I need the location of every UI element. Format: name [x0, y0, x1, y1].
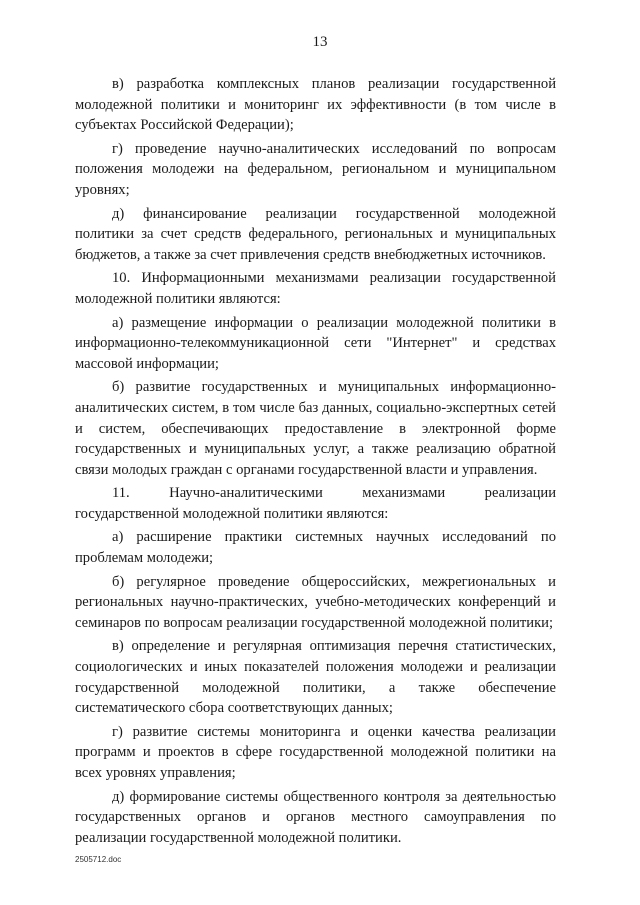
- paragraph: в) разработка комплексных планов реализации государственной молодежной политики и мониторинг их эффективности (в том числе в субъектах Российской Федерации);: [75, 76, 556, 134]
- paragraph: г) развитие системы мониторинга и оценки качества реализации программ и проектов в сфере государственной молодежной политики на всех уровнях управления;: [75, 723, 556, 781]
- paragraph: д) формирование системы общественного контроля за деятельностью государственных органов и органов местного самоуправления по реализации государственной молодежной политики.: [75, 788, 556, 846]
- page-number: 13: [312, 34, 328, 50]
- paragraph: в) определение и регулярная оптимизация перечня статистических, социологических и иных показателей положения молодежи и реализации государственной молодежной политики, а также обеспечение систематического сбора соответствующих данных;: [75, 638, 556, 717]
- paragraph: г) проведение научно-аналитических исследований по вопросам положения молодежи на федеральном, региональном и муниципальном уровнях;: [75, 140, 556, 198]
- paragraph: 10. Информационными механизмами реализации государственной молодежной политики являются:: [75, 270, 556, 307]
- paragraph: 11. Научно-аналитическими механизмами реализации государственной молодежной политики являются:: [75, 485, 556, 522]
- paragraph: а) размещение информации о реализации молодежной политики в информационно-телекоммуникационной сети "Интернет" и средствах массовой информации;: [75, 314, 556, 372]
- paragraph: д) финансирование реализации государственной молодежной политики за счет средств федерального, региональных и муниципальных бюджетов, а также за счет привлечения средств внебюджетных источников.: [75, 205, 556, 263]
- footer-filename: 2505712.doc: [75, 855, 122, 864]
- paragraph: а) расширение практики системных научных исследований по проблемам молодежи;: [75, 529, 556, 567]
- paragraph: б) развитие государственных и муниципальных информационно-аналитических систем, в том числе баз данных, социально-экспертных сетей и систем, обеспечивающих предоставление в электронной форме государственных и муниципальных услуг, а также реализацию обратной связи молодых граждан с органами государственной власти и управления.: [75, 379, 556, 478]
- paragraph: б) регулярное проведение общероссийских, межрегиональных и региональных научно-практических, учебно-методических конференций и семинаров по вопросам реализации государственной молодежной политики;: [75, 573, 556, 631]
- document-body: [75, 74, 556, 851]
